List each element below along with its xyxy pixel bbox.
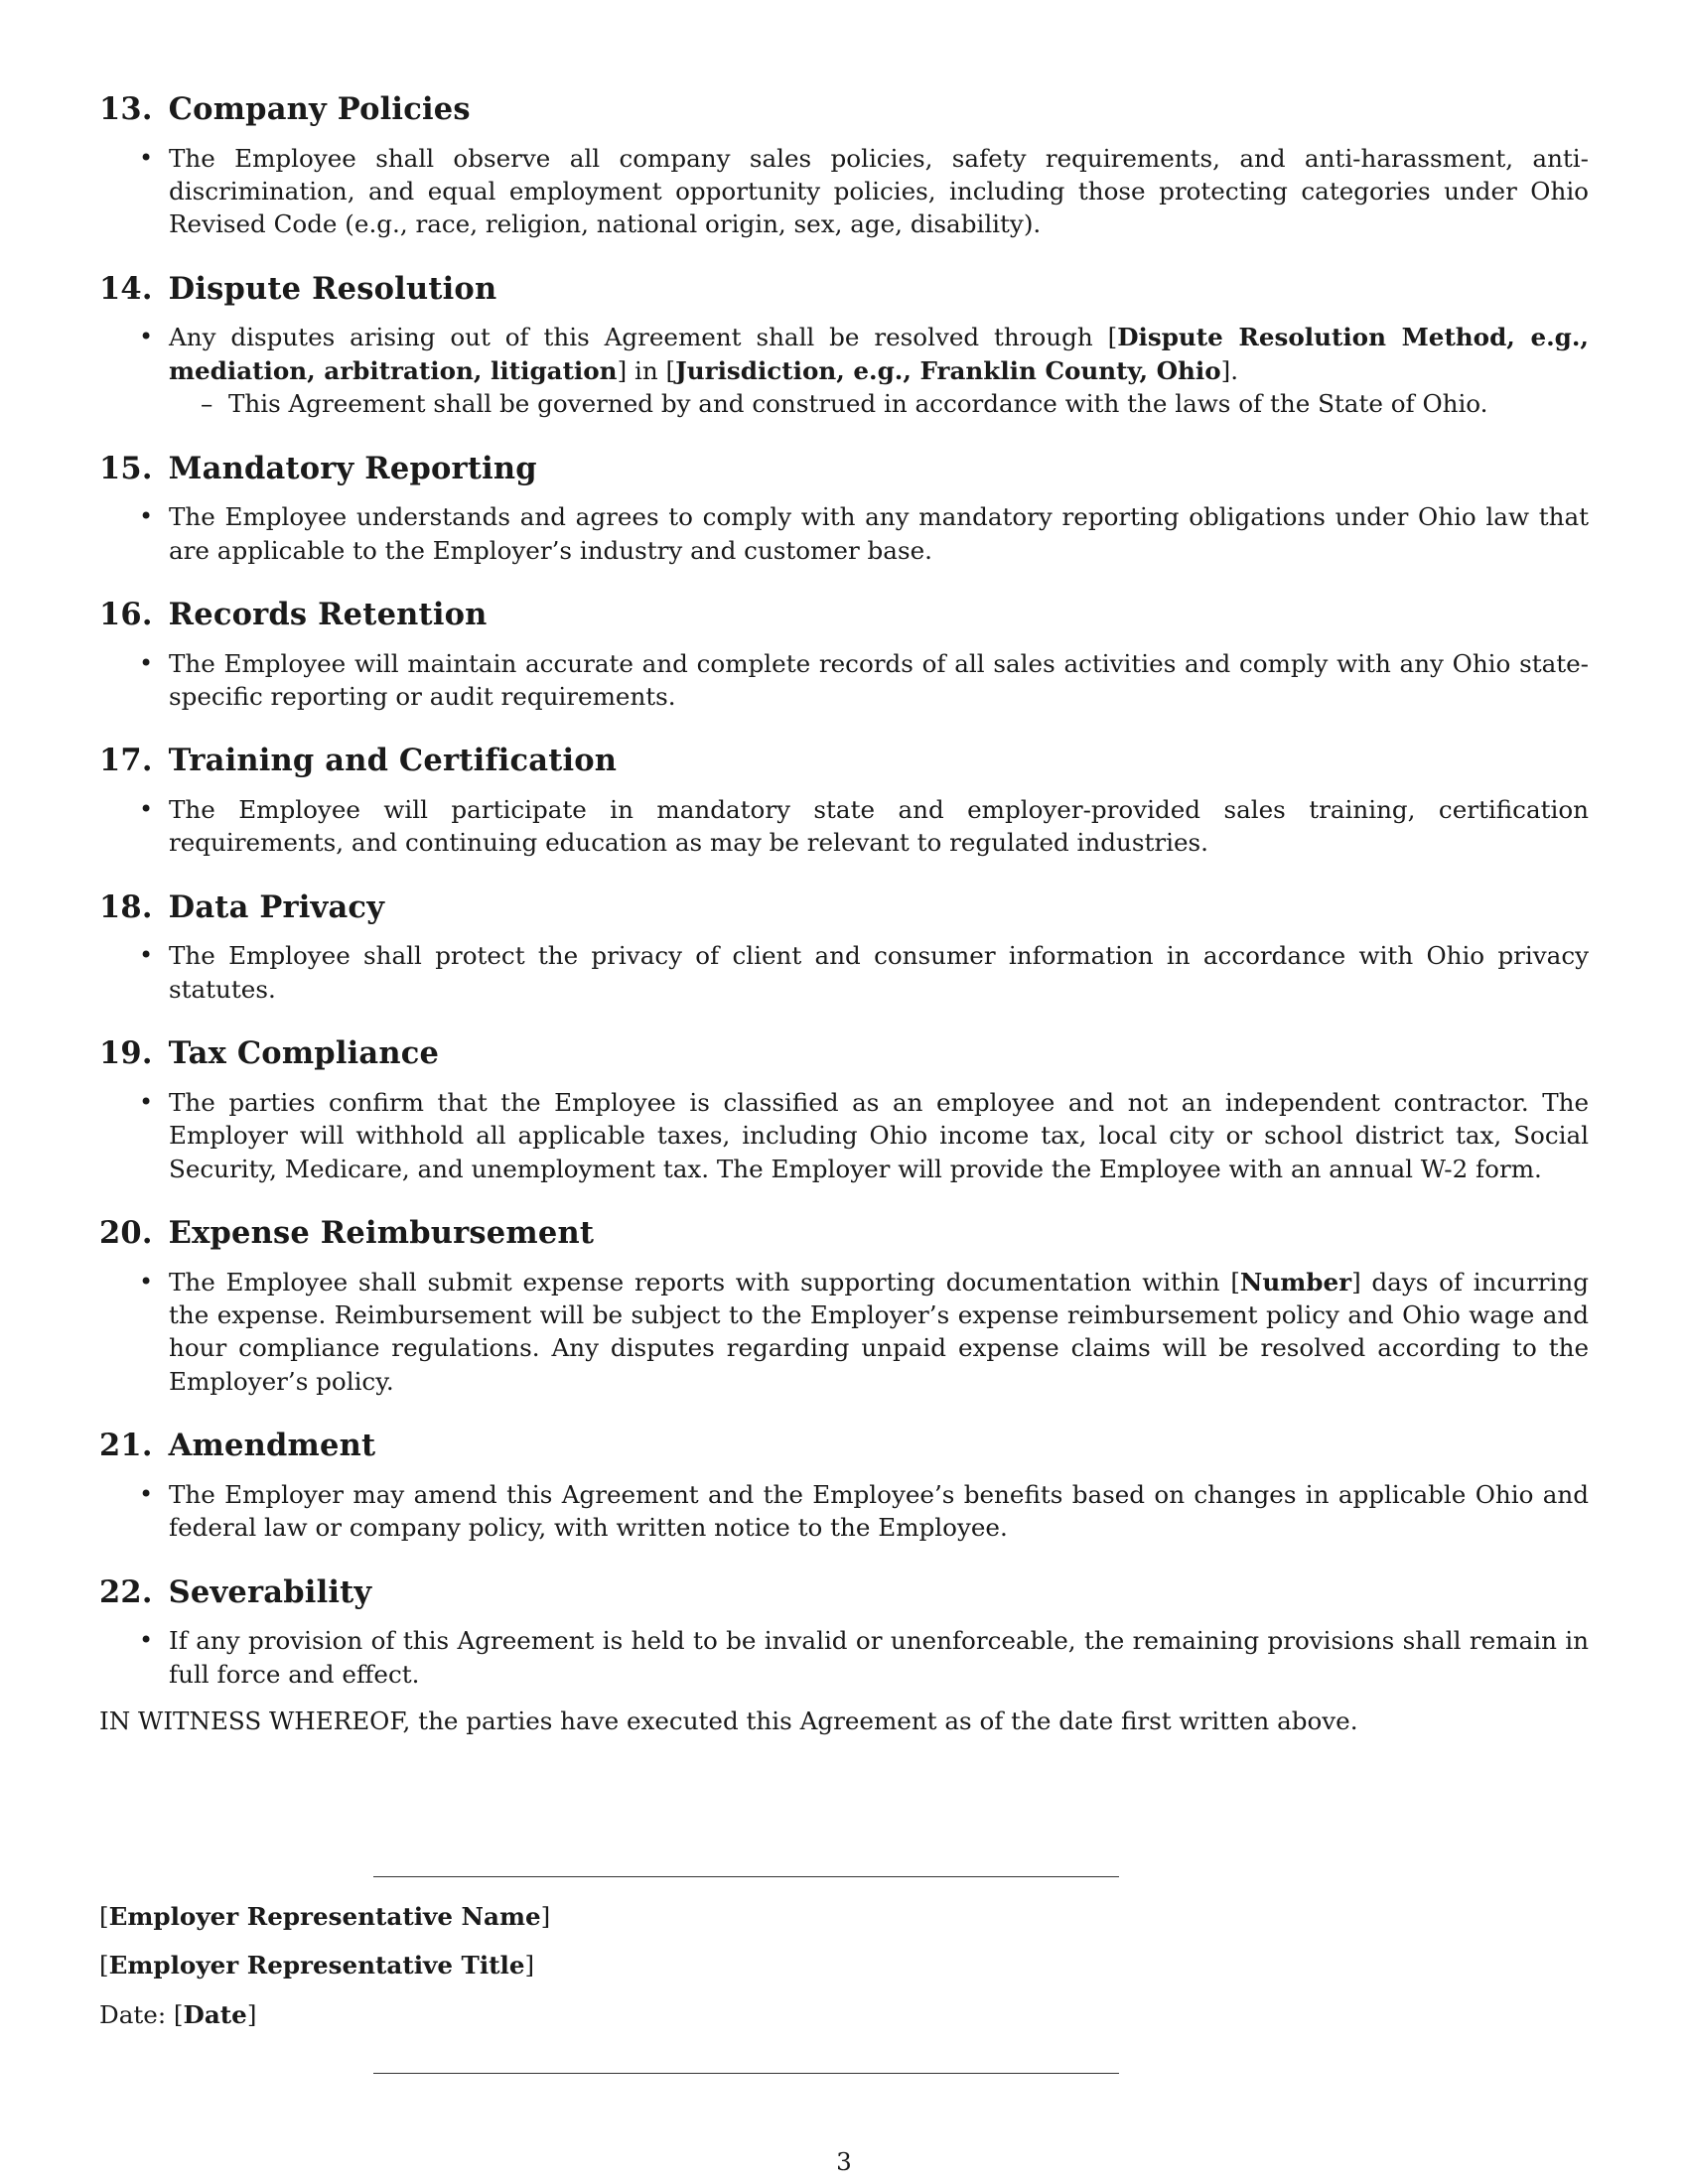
section-company-policies	[99, 91, 1589, 241]
list-item: • The Employee will participate in mandatory state and employer-provided sales training, certification requirements, and continuing education as may be relevant to regulated industries.	[99, 793, 1589, 860]
list-item: • The Employee shall observe all company sales policies, safety requirements, and anti-harassment, anti-discrimination, and equal employment opportunity policies, including those protecting categories under Ohio Revised Code (e.g., race, religion, national origin, sex, age, disability).	[99, 142, 1589, 241]
section-heading: 21. Amendment	[99, 1428, 376, 1464]
section-heading: 13. Company Policies	[99, 91, 471, 127]
section-mandatory-reporting	[99, 451, 1589, 567]
section-heading: 17. Training and Certification	[99, 743, 618, 779]
section-heading: 19. Tax Compliance	[99, 1035, 440, 1072]
list-item: • Any disputes arising out of this Agreement shall be resolved through [Dispute Resolution Method, e.g., mediation, arbitration, litigation] in [Jurisdiction, e.g., Franklin County, Ohio]. – This Agreement shall be governed by and construed in accordance with the laws of the State of Ohio.	[99, 321, 1589, 420]
section-heading: 15. Mandatory Reporting	[99, 450, 537, 486]
list-item: • The Employee will maintain accurate and complete records of all sales activities and comply with any Ohio state-specific reporting or audit requirements.	[99, 647, 1589, 714]
section-severability	[99, 1574, 1589, 1691]
section-tax-compliance	[99, 1035, 1589, 1185]
section-dispute-resolution	[99, 271, 1589, 421]
section-heading: 16. Records Retention	[99, 597, 488, 633]
list-item: • If any provision of this Agreement is held to be invalid or unenforceable, the remaining provisions shall remain in full force and effect.	[99, 1624, 1589, 1691]
witness-clause: IN WITNESS WHEREOF, the parties have executed this Agreement as of the date first written above.	[99, 1706, 1358, 1736]
section-heading: 20. Expense Reimbursement	[99, 1215, 595, 1252]
section-records-retention	[99, 597, 1589, 713]
signature-line	[373, 1876, 1119, 1877]
list-item: • The Employee understands and agrees to comply with any mandatory reporting obligations under Ohio law that are applicable to the Employer’s industry and customer base.	[99, 500, 1589, 567]
employer-rep-title: [Employer Representative Title]	[99, 1951, 535, 1979]
signature-date: Date: [Date]	[99, 2000, 257, 2029]
list-item: • The Employer may amend this Agreement and the Employee’s benefits based on changes in applicable Ohio and federal law or company policy, with written notice to the Employee.	[99, 1478, 1589, 1545]
list-item: • The parties confirm that the Employee is classified as an employee and not an independent contractor. The Employer will withhold all applicable taxes, including Ohio income tax, local city or school district tax, Social Security, Medicare, and unemployment tax. The Employer will provide the Employee with an annual W-2 form.	[99, 1086, 1589, 1185]
section-heading: 14. Dispute Resolution	[99, 270, 497, 307]
employer-rep-name: [Employer Representative Name]	[99, 1902, 551, 1931]
signature-line	[373, 2073, 1119, 2074]
section-amendment	[99, 1428, 1589, 1544]
section-data-privacy	[99, 889, 1589, 1006]
sub-list-item: – This Agreement shall be governed by and construed in accordance with the laws of the State of Ohio.	[169, 387, 1589, 420]
section-heading: 18. Data Privacy	[99, 888, 385, 925]
section-heading: 22. Severability	[99, 1573, 372, 1610]
page-number: 3	[836, 2147, 852, 2176]
section-expense-reimbursement	[99, 1215, 1589, 1398]
section-training-certification	[99, 743, 1589, 859]
list-item: • The Employee shall submit expense reports with supporting documentation within [Number] days of incurring the expense. Reimbursement will be subject to the Employer’s expense reimbursement policy and Ohio wage and hour compliance regulations. Any disputes regarding unpaid expense claims will be resolved according to the Employer’s policy.	[99, 1266, 1589, 1399]
document-page	[99, 91, 1589, 1737]
list-item: • The Employee shall protect the privacy of client and consumer information in accordance with Ohio privacy statutes.	[99, 939, 1589, 1006]
